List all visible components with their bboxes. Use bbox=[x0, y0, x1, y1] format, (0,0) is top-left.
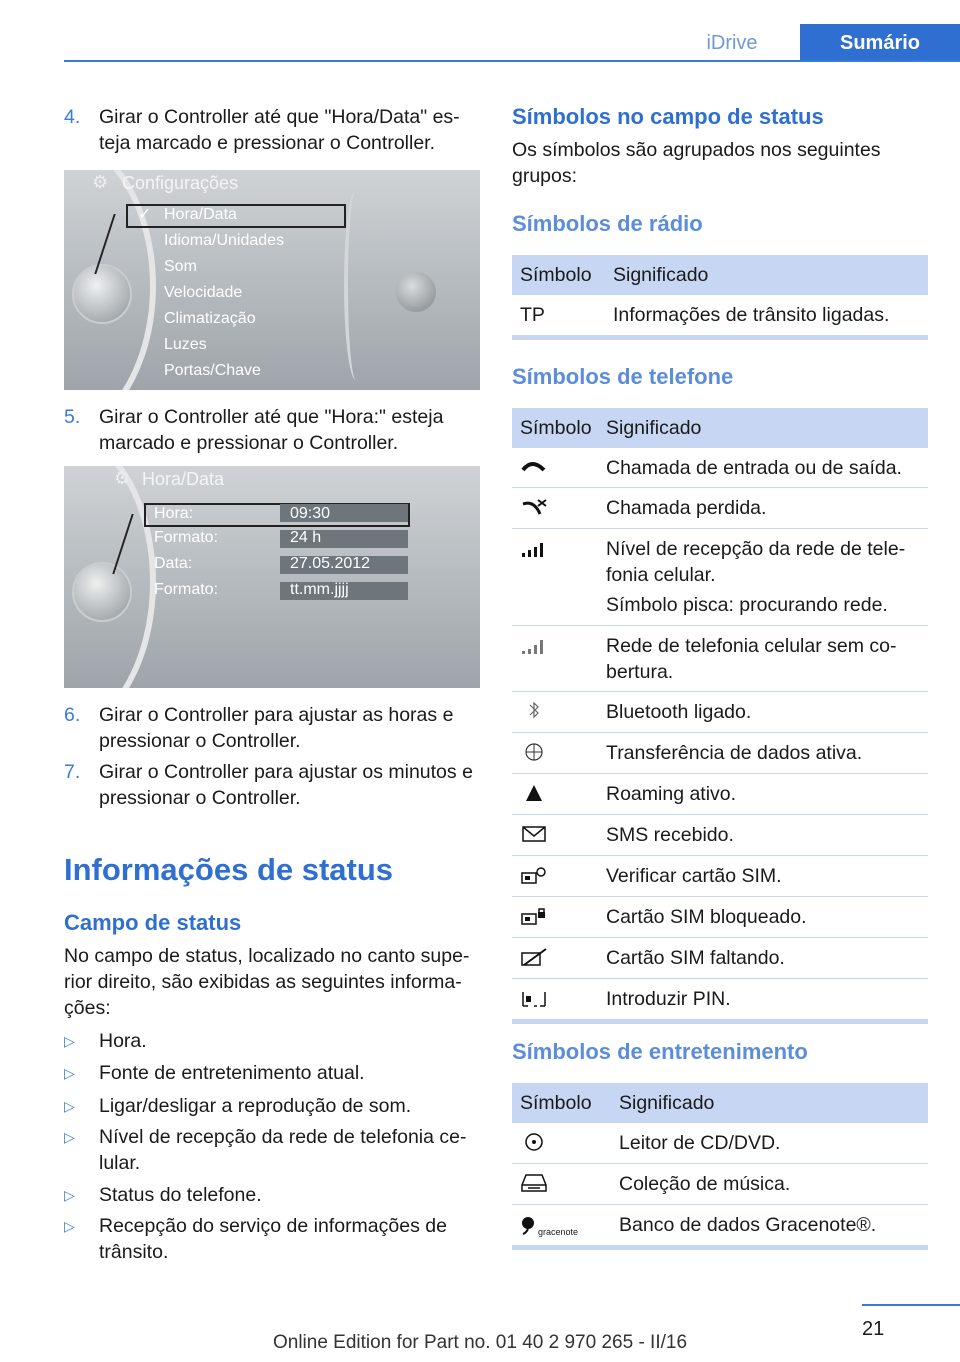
no-signal-icon bbox=[520, 634, 548, 656]
page-header bbox=[64, 24, 960, 62]
bullet-icon: ▷ bbox=[64, 1187, 75, 1203]
status-intro: No campo de status, localizado no canto supe- rior direito, são exibidas as seguintes informa- ções: bbox=[64, 945, 470, 1019]
data-transfer-icon bbox=[520, 741, 548, 763]
table-header: Símbolo Significado bbox=[512, 408, 928, 448]
cd-dvd-icon bbox=[520, 1131, 548, 1153]
table-row: Rede de telefonia celular sem co- bertura. bbox=[512, 626, 928, 692]
table-row: Coleção de música. bbox=[512, 1164, 928, 1205]
sim-check-icon bbox=[520, 864, 548, 886]
music-collection-icon bbox=[520, 1172, 548, 1194]
field-value: 24 h bbox=[290, 529, 322, 546]
table-row: gracenote Banco de dados Gracenote®. bbox=[512, 1205, 928, 1245]
phone-call-icon bbox=[520, 456, 548, 478]
bullet-icon: ▷ bbox=[64, 1065, 75, 1081]
bullet-icon: ▷ bbox=[64, 1033, 75, 1049]
step-7 bbox=[64, 759, 484, 811]
phone-symbols-heading: Símbolos de telefone bbox=[512, 364, 734, 389]
radio-symbols-table bbox=[512, 255, 928, 340]
symbols-heading: Símbolos no campo de status bbox=[512, 104, 824, 129]
table-row: Bluetooth ligado. bbox=[512, 692, 928, 733]
field-value: 27.05.2012 bbox=[290, 555, 371, 572]
entertainment-symbols-heading: Símbolos de entretenimento bbox=[512, 1039, 808, 1064]
step-text: Girar o Controller até que "Hora:" esteja marcado e pressionar o Controller. bbox=[99, 406, 444, 454]
table-row: Chamada de entrada ou de saída. bbox=[512, 448, 928, 488]
table-row: SMS recebido. bbox=[512, 815, 928, 856]
bullet-item: ▷ Hora. bbox=[64, 1030, 147, 1052]
table-header: Símbolo Significado bbox=[512, 1083, 928, 1123]
step-number: 4. bbox=[64, 106, 81, 128]
table-row bbox=[512, 295, 928, 335]
bullet-icon: ▷ bbox=[64, 1129, 75, 1145]
gear-icon: ⚙ bbox=[114, 468, 131, 488]
sms-icon bbox=[520, 823, 548, 845]
field-label: Hora: bbox=[154, 505, 194, 522]
meaning-cell: Informações de trânsito ligadas. bbox=[613, 304, 890, 326]
bluetooth-icon bbox=[520, 700, 548, 722]
step-6 bbox=[64, 702, 484, 754]
table-row: Cartão SIM bloqueado. bbox=[512, 897, 928, 938]
table-row: Introduzir PIN. bbox=[512, 979, 928, 1019]
menu-item: Climatização bbox=[164, 310, 256, 327]
step-number: 5. bbox=[64, 406, 81, 428]
field-label: Formato: bbox=[154, 581, 219, 598]
field-value: tt.mm.jjjj bbox=[290, 581, 349, 598]
bullet-item: ▷ Nível de recepção da rede de telefonia ce- lular. bbox=[64, 1126, 467, 1174]
menu-item: Hora/Data bbox=[164, 206, 237, 223]
edition-footer: Online Edition for Part no. 01 40 2 970 265 - II/16 bbox=[272, 1332, 688, 1353]
menu-item: Som bbox=[164, 258, 197, 275]
symbols-intro: Os símbolos são agrupados nos seguintes grupos: bbox=[512, 139, 881, 187]
settings-screenshot bbox=[64, 170, 480, 390]
table-row: Cartão SIM faltando. bbox=[512, 938, 928, 979]
header-rule bbox=[64, 60, 960, 62]
pin-entry-icon bbox=[520, 987, 548, 1009]
step-text: Girar o Controller para ajustar as horas e pressionar o Controller. bbox=[99, 704, 454, 752]
step-4 bbox=[64, 104, 484, 156]
table-row: Roaming ativo. bbox=[512, 774, 928, 815]
table-row: Chamada perdida. bbox=[512, 488, 928, 529]
symbol-cell: TP bbox=[520, 304, 545, 326]
status-field-heading: Campo de status bbox=[64, 910, 242, 935]
sim-missing-icon bbox=[520, 946, 548, 968]
table-row: Leitor de CD/DVD. bbox=[512, 1123, 928, 1164]
step-number: 6. bbox=[64, 704, 81, 726]
screen-title: Hora/Data bbox=[142, 469, 225, 489]
table-row: Verificar cartão SIM. bbox=[512, 856, 928, 897]
bullet-icon: ▷ bbox=[64, 1098, 75, 1114]
bullet-item: ▷ Fonte de entretenimento atual. bbox=[64, 1062, 365, 1084]
step-text: Girar o Controller até que "Hora/Data" es- teja marcado e pressionar o Controller. bbox=[99, 106, 460, 154]
gracenote-icon: gracenote bbox=[520, 1213, 590, 1235]
bullet-icon: ▷ bbox=[64, 1218, 75, 1234]
table-header: Símbolo Significado bbox=[512, 255, 928, 295]
bullet-item: ▷ Recepção do serviço de informações de trânsito. bbox=[64, 1215, 447, 1263]
menu-item: Portas/Chave bbox=[164, 362, 261, 379]
header-tab-summary[interactable]: Sumário bbox=[800, 24, 960, 62]
status-heading: Informações de status bbox=[64, 852, 394, 887]
step-5 bbox=[64, 404, 484, 456]
footer-rule bbox=[862, 1304, 960, 1306]
missed-call-icon bbox=[520, 496, 548, 518]
step-text: Girar o Controller para ajustar os minutos e pressionar o Controller. bbox=[99, 761, 473, 809]
menu-item: Luzes bbox=[164, 336, 207, 353]
bullet-item: ▷ Ligar/desligar a reprodução de som. bbox=[64, 1095, 412, 1117]
page-number: 21 bbox=[862, 1318, 885, 1340]
radio-symbols-heading: Símbolos de rádio bbox=[512, 211, 703, 236]
field-label: Formato: bbox=[154, 529, 219, 546]
field-value: 09:30 bbox=[290, 505, 331, 522]
signal-strength-icon bbox=[520, 537, 548, 559]
gear-icon: ⚙ bbox=[92, 172, 109, 192]
step-number: 7. bbox=[64, 761, 81, 783]
phone-symbols-table bbox=[512, 408, 928, 1024]
table-row: Nível de recepção da rede de tele- fonia celular. Símbolo pisca: procurando rede. bbox=[512, 529, 928, 626]
sim-locked-icon bbox=[520, 905, 548, 927]
header-section: iDrive bbox=[706, 32, 758, 54]
time-date-screenshot bbox=[64, 466, 480, 688]
table-row: Transferência de dados ativa. bbox=[512, 733, 928, 774]
entertainment-symbols-table bbox=[512, 1083, 928, 1250]
roaming-icon bbox=[520, 782, 548, 804]
field-label: Data: bbox=[154, 555, 193, 572]
settings-knob-icon bbox=[396, 272, 436, 312]
menu-item: Velocidade bbox=[164, 284, 243, 301]
bullet-item: ▷ Status do telefone. bbox=[64, 1184, 262, 1206]
screen-title: Configurações bbox=[122, 173, 239, 193]
menu-item: Idioma/Unidades bbox=[164, 232, 285, 249]
checkmark-icon: ✓ bbox=[138, 206, 152, 223]
